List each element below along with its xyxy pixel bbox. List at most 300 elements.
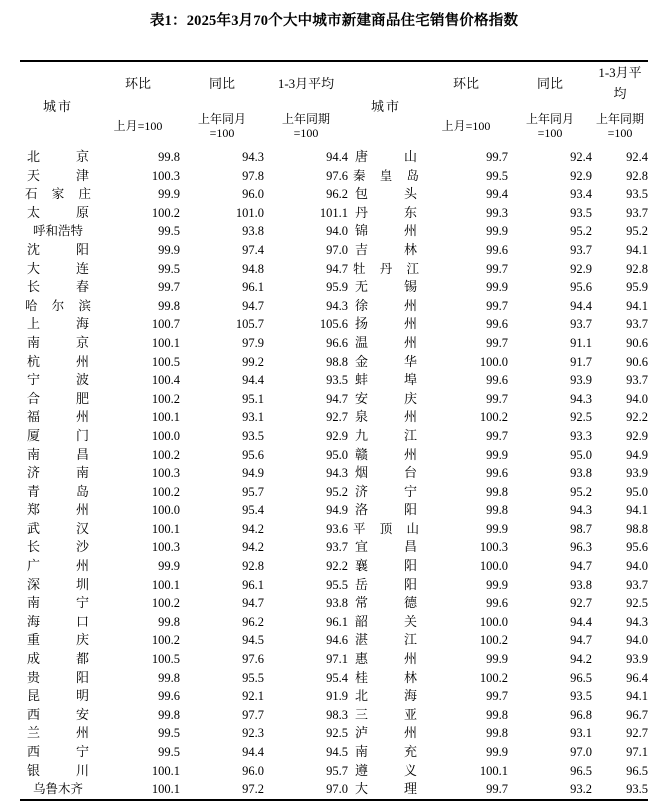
mom-value-right: 99.9 [486, 280, 508, 295]
avg-value-right: 94.9 [626, 447, 648, 462]
city-cell-left [20, 576, 96, 595]
yoy-value-right: 91.1 [570, 335, 592, 350]
avg-value-left: 94.4 [326, 150, 348, 164]
yoy-value-left: 95.5 [242, 670, 264, 685]
header-avg-right: 1-3月平均 [592, 61, 648, 104]
table-row [20, 464, 648, 483]
mom-value-left: 99.5 [158, 745, 180, 759]
city-cell-right [348, 315, 424, 334]
city-name-text: 大理 [355, 781, 417, 797]
avg-value-left: 96.2 [326, 187, 348, 202]
header-yoy-left-sub [180, 104, 264, 148]
avg-value-left: 95.5 [326, 577, 348, 592]
header-sub-line2: =100 [293, 126, 319, 140]
city-name-text: 长沙 [27, 539, 89, 555]
city-name-text: 湛江 [355, 632, 417, 648]
city-name-text: 宁波 [27, 372, 89, 388]
avg-value-left: 93.8 [326, 596, 348, 611]
city-name-text: 南京 [27, 334, 89, 350]
city-cell-right [348, 576, 424, 595]
header-sub-line1: 上月=100 [441, 119, 491, 133]
yoy-value-left: 94.4 [242, 745, 264, 759]
mom-value-left: 99.9 [158, 242, 180, 257]
header-yoy-right-sub [508, 104, 592, 148]
city-name-text: 海口 [27, 613, 89, 629]
yoy-value-left: 99.2 [242, 354, 264, 369]
mom-value-left: 99.8 [158, 614, 180, 629]
mom-value-right: 100.0 [479, 559, 508, 574]
mom-value-left: 100.3 [151, 466, 180, 481]
mom-value-left: 99.9 [158, 559, 180, 574]
city-name-text: 长春 [27, 279, 89, 295]
avg-value-left: 95.9 [326, 280, 348, 295]
city-cell-right [348, 371, 424, 390]
avg-value-right: 93.7 [626, 205, 648, 220]
mom-value-left: 100.2 [151, 596, 180, 611]
mom-value-left: 99.5 [158, 726, 180, 741]
city-name-text: 北海 [355, 688, 417, 704]
city-cell-left [20, 613, 96, 632]
city-name-text: 蚌埠 [355, 372, 417, 388]
city-name-text: 牡丹江 [353, 261, 419, 276]
table-row [20, 148, 648, 167]
city-cell-left [20, 371, 96, 390]
yoy-value-left: 97.2 [180, 780, 264, 800]
header-yoy-left: 同比 [180, 61, 264, 104]
city-cell-left [20, 650, 96, 669]
avg-value-left: 96.1 [326, 614, 348, 629]
city-cell-right [348, 427, 424, 446]
yoy-value-left: 94.7 [242, 596, 264, 611]
city-cell-right [348, 483, 424, 502]
avg-value-right: 92.4 [626, 150, 648, 164]
city-cell-left [20, 185, 96, 204]
city-cell-left [20, 501, 96, 520]
city-name-text: 吉林 [355, 241, 417, 257]
mom-value-left: 99.8 [158, 150, 180, 164]
table-row [20, 204, 648, 223]
mom-value-right: 99.7 [486, 428, 508, 443]
yoy-value-left: 94.8 [242, 261, 264, 276]
mom-value-right: 99.9 [486, 652, 508, 667]
page-title: 表1：2025年3月70个大中城市新建商品住宅销售价格指数 [149, 13, 519, 29]
city-name-text: 岳阳 [355, 576, 417, 592]
header-sub-line1: 上年同期 [595, 112, 644, 126]
mom-value-left: 100.2 [151, 447, 180, 462]
mom-value-right: 99.9 [486, 521, 508, 536]
yoy-value-left: 97.6 [242, 652, 264, 667]
city-name-text: 石家庄 [25, 187, 91, 202]
avg-value-right: 92.8 [626, 261, 648, 276]
mom-value-right: 100.2 [479, 410, 508, 425]
header-city-left: 城市 [20, 61, 96, 148]
yoy-value-right: 93.8 [570, 577, 592, 592]
yoy-value-left: 94.9 [242, 466, 264, 481]
mom-value-left: 100.7 [151, 317, 180, 332]
yoy-value-right: 95.2 [570, 484, 592, 499]
yoy-value-left: 94.7 [242, 298, 264, 313]
yoy-value-left: 97.7 [242, 707, 264, 722]
city-cell-left [20, 390, 96, 409]
city-cell-left [20, 538, 96, 557]
avg-value-right: 94.1 [626, 689, 648, 704]
city-name-text: 太原 [27, 204, 89, 220]
city-name-text: 西安 [27, 706, 89, 722]
mom-value-right: 99.6 [486, 242, 508, 257]
city-name-text: 哈尔滨 [25, 298, 91, 313]
city-cell-right [348, 222, 424, 241]
city-name-text: 包头 [355, 186, 417, 202]
avg-value-left: 94.9 [326, 503, 348, 518]
table-row [20, 538, 648, 557]
city-cell-right [348, 762, 424, 781]
table-row [20, 408, 648, 427]
avg-value-right: 96.7 [626, 707, 648, 722]
city-cell-left [20, 631, 96, 650]
city-cell-right [348, 631, 424, 650]
yoy-value-right: 94.4 [570, 614, 592, 629]
mom-value-left: 100.1 [151, 763, 180, 778]
city-cell-left [20, 334, 96, 353]
mom-value-right: 99.8 [486, 484, 508, 499]
city-cell-right [348, 408, 424, 427]
city-cell-right [348, 538, 424, 557]
city-name-text: 北京 [27, 149, 89, 164]
yoy-value-right: 94.3 [570, 503, 592, 518]
city-name-text: 泸州 [355, 725, 417, 741]
table-row [20, 241, 648, 260]
city-name-text: 锦州 [355, 223, 417, 239]
city-name-text: 乌鲁木齐 [32, 782, 83, 797]
city-cell-right [348, 278, 424, 297]
mom-value-right: 99.7 [486, 689, 508, 704]
avg-value-right: 93.9 [626, 652, 648, 667]
city-cell-right [348, 204, 424, 223]
city-name-text: 韶关 [355, 613, 417, 629]
table-row [20, 780, 648, 800]
avg-value-left: 94.0 [326, 224, 348, 239]
header-sub-line1: 上年同期 [281, 112, 330, 126]
yoy-value-left: 97.9 [242, 335, 264, 350]
yoy-value-left: 96.1 [242, 577, 264, 592]
mom-value-right: 99.9 [486, 447, 508, 462]
city-cell-left [20, 706, 96, 725]
city-cell-right [348, 334, 424, 353]
yoy-value-left: 95.7 [242, 484, 264, 499]
avg-value-right: 92.8 [626, 168, 648, 183]
yoy-value-right: 92.7 [570, 596, 592, 611]
yoy-value-left: 94.2 [242, 540, 264, 555]
header-sub-line2: =100 [537, 126, 563, 140]
table-body [20, 148, 648, 800]
avg-value-left: 97.0 [326, 242, 348, 257]
yoy-value-right: 95.6 [570, 280, 592, 295]
mom-value-left: 99.6 [158, 689, 180, 704]
city-name-text: 济宁 [355, 483, 417, 499]
avg-value-left: 94.3 [326, 466, 348, 481]
mom-value-left: 100.5 [151, 652, 180, 667]
avg-value-right: 94.0 [626, 559, 648, 574]
yoy-value-left: 92.8 [242, 559, 264, 574]
yoy-value-left: 95.4 [242, 503, 264, 518]
yoy-value-right: 96.3 [570, 540, 592, 555]
table-row [20, 390, 648, 409]
avg-value-left: 94.7 [326, 261, 348, 276]
city-name-text: 平顶山 [353, 521, 419, 536]
avg-value-right: 94.1 [626, 298, 648, 313]
table-row [20, 501, 648, 520]
mom-value-right: 100.0 [479, 614, 508, 629]
city-cell-right [348, 185, 424, 204]
yoy-value-right: 92.5 [570, 410, 592, 425]
city-name-text: 杭州 [27, 353, 89, 369]
city-cell-right [348, 743, 424, 762]
city-cell-left [20, 427, 96, 446]
avg-value-right: 90.6 [626, 335, 648, 350]
table-row [20, 222, 648, 241]
city-cell-right [348, 557, 424, 576]
header-sub-line1: 上年同月 [525, 112, 574, 126]
avg-value-right: 92.9 [626, 428, 648, 443]
city-name-text: 银川 [27, 762, 89, 778]
avg-value-right: 92.5 [626, 596, 648, 611]
price-index-table-container [20, 60, 648, 801]
city-name-text: 丹东 [355, 204, 417, 220]
city-cell-right [348, 446, 424, 465]
city-name-text: 烟台 [355, 465, 417, 481]
city-name-text: 遵义 [355, 762, 417, 778]
mom-value-right: 99.5 [486, 168, 508, 183]
city-name-text: 温州 [355, 334, 417, 350]
yoy-value-right: 93.2 [508, 780, 592, 800]
yoy-value-left: 92.1 [242, 689, 264, 704]
header-row-top [20, 61, 648, 104]
city-name-text: 西宁 [27, 744, 89, 759]
yoy-value-right: 96.5 [570, 670, 592, 685]
mom-value-left: 100.3 [151, 540, 180, 555]
yoy-value-left: 95.1 [242, 391, 264, 406]
city-name-text: 惠州 [355, 651, 417, 667]
yoy-value-right: 95.2 [570, 224, 592, 239]
city-cell-left [20, 278, 96, 297]
city-cell-left [20, 315, 96, 334]
avg-value-right: 93.5 [626, 187, 648, 202]
city-cell-right [348, 687, 424, 706]
city-cell-right [348, 353, 424, 372]
mom-value-left: 100.1 [151, 335, 180, 350]
city-name-text: 武汉 [27, 520, 89, 536]
yoy-value-left: 96.0 [242, 187, 264, 202]
avg-value-left: 101.1 [319, 205, 348, 220]
avg-value-right: 93.9 [626, 466, 648, 481]
city-name-text: 洛阳 [355, 502, 417, 518]
avg-value-right: 93.7 [626, 317, 648, 332]
city-cell-right [348, 390, 424, 409]
avg-value-left: 94.7 [326, 391, 348, 406]
yoy-value-right: 94.7 [570, 633, 592, 648]
avg-value-right: 92.2 [626, 410, 648, 425]
mom-value-left: 100.1 [96, 780, 180, 800]
mom-value-left: 99.5 [158, 261, 180, 276]
avg-value-right: 94.1 [626, 242, 648, 257]
mom-value-right: 99.8 [486, 707, 508, 722]
city-cell-right [348, 724, 424, 743]
yoy-value-left: 94.2 [242, 521, 264, 536]
city-name-text: 常德 [355, 595, 417, 611]
mom-value-left: 99.8 [158, 707, 180, 722]
city-cell-right [348, 297, 424, 316]
avg-value-left: 95.4 [326, 670, 348, 685]
city-name-text: 安庆 [355, 390, 417, 406]
mom-value-right: 100.1 [479, 763, 508, 778]
header-mom-right: 环比 [424, 61, 508, 104]
yoy-value-right: 93.9 [570, 373, 592, 388]
yoy-value-right: 92.9 [570, 261, 592, 276]
header-city-right: 城市 [348, 61, 424, 148]
mom-value-left: 100.1 [151, 577, 180, 592]
city-name-text: 天津 [27, 167, 89, 183]
table-row [20, 427, 648, 446]
city-cell-left [20, 408, 96, 427]
avg-value-left: 94.3 [326, 298, 348, 313]
mom-value-left: 100.4 [151, 373, 180, 388]
avg-value-right: 96.4 [626, 670, 648, 685]
avg-value-right: 95.0 [626, 484, 648, 499]
table-row [20, 167, 648, 186]
mom-value-left: 100.5 [151, 354, 180, 369]
table-row [20, 650, 648, 669]
city-name-text: 昆明 [27, 688, 89, 704]
city-name-text: 青岛 [27, 483, 89, 499]
table-row [20, 260, 648, 279]
table-row [20, 334, 648, 353]
city-name-text: 郑州 [27, 502, 89, 518]
city-name-text: 三亚 [355, 706, 417, 722]
table-row [20, 743, 648, 762]
yoy-value-left: 94.5 [242, 633, 264, 648]
header-sub-line1: 上年同月 [197, 112, 246, 126]
price-index-table [20, 60, 648, 801]
yoy-value-right: 97.0 [570, 745, 592, 759]
city-name-text: 南昌 [27, 446, 89, 462]
avg-value-right: 93.7 [626, 577, 648, 592]
yoy-value-left: 101.0 [235, 205, 264, 220]
mom-value-left: 100.2 [151, 633, 180, 648]
city-name-text: 泉州 [355, 409, 417, 425]
city-cell-left [20, 148, 96, 167]
table-row [20, 297, 648, 316]
header-sub-line2: =100 [209, 126, 235, 140]
city-name-text: 南充 [355, 744, 417, 759]
avg-value-right: 98.8 [626, 521, 648, 536]
table-row [20, 687, 648, 706]
table-row [20, 557, 648, 576]
yoy-value-right: 92.4 [570, 150, 592, 164]
city-cell-left [20, 464, 96, 483]
city-cell-left [20, 687, 96, 706]
mom-value-right: 99.8 [486, 503, 508, 518]
city-cell-right [348, 260, 424, 279]
mom-value-left: 100.1 [151, 521, 180, 536]
yoy-value-right: 93.5 [570, 689, 592, 704]
city-cell-left [20, 260, 96, 279]
mom-value-left: 99.9 [158, 187, 180, 202]
mom-value-left: 99.5 [158, 224, 180, 239]
mom-value-right: 100.3 [479, 540, 508, 555]
city-name-text: 沈阳 [27, 241, 89, 257]
mom-value-left: 100.0 [151, 503, 180, 518]
yoy-value-left: 96.1 [242, 280, 264, 295]
header-avg-left-sub [264, 104, 348, 148]
city-cell-right [348, 706, 424, 725]
city-name-text: 成都 [27, 651, 89, 667]
table-row [20, 520, 648, 539]
table-row [20, 185, 648, 204]
table-row [20, 278, 648, 297]
city-cell-left [20, 204, 96, 223]
table-row [20, 724, 648, 743]
city-name-text: 九江 [355, 427, 417, 443]
mom-value-left: 99.8 [158, 670, 180, 685]
mom-value-left: 100.2 [151, 205, 180, 220]
header-row-sub [20, 104, 648, 148]
table-row [20, 371, 648, 390]
avg-value-left: 93.6 [326, 521, 348, 536]
city-name-text: 桂林 [355, 669, 417, 685]
table-row [20, 446, 648, 465]
avg-value-right: 94.1 [626, 503, 648, 518]
city-cell-right [348, 167, 424, 186]
header-avg-left: 1-3月平均 [264, 61, 348, 104]
avg-value-left: 97.0 [264, 780, 348, 800]
mom-value-right: 99.9 [486, 577, 508, 592]
yoy-value-left: 96.0 [242, 763, 264, 778]
city-name-text: 秦皇岛 [353, 168, 419, 183]
table-row [20, 353, 648, 372]
mom-value-right: 100.0 [479, 354, 508, 369]
city-name-text: 重庆 [27, 632, 89, 648]
table-row [20, 762, 648, 781]
city-cell-left [20, 520, 96, 539]
avg-value-left: 98.3 [326, 707, 348, 722]
mom-value-right: 99.7 [486, 150, 508, 164]
mom-value-left: 100.1 [151, 410, 180, 425]
mom-value-right: 99.7 [424, 780, 508, 800]
yoy-value-right: 93.8 [570, 466, 592, 481]
city-cell-right [348, 501, 424, 520]
city-name-text: 合肥 [27, 390, 89, 406]
mom-value-left: 100.2 [151, 391, 180, 406]
yoy-value-right: 92.9 [570, 168, 592, 183]
avg-value-left: 91.9 [326, 689, 348, 704]
mom-value-left: 100.0 [151, 428, 180, 443]
table-row [20, 315, 648, 334]
table-row [20, 483, 648, 502]
city-name-text: 扬州 [355, 316, 417, 332]
mom-value-left: 100.2 [151, 484, 180, 499]
table-row [20, 706, 648, 725]
city-name-text: 大连 [27, 260, 89, 276]
city-cell-left [20, 222, 96, 241]
avg-value-right: 94.0 [626, 391, 648, 406]
mom-value-left: 99.7 [158, 280, 180, 295]
yoy-value-left: 105.7 [235, 317, 264, 332]
header-sub-line1: 上月=100 [113, 119, 163, 133]
avg-value-left: 94.6 [326, 633, 348, 648]
table-row [20, 631, 648, 650]
mom-value-right: 99.3 [486, 205, 508, 220]
city-name-text: 唐山 [355, 149, 417, 164]
